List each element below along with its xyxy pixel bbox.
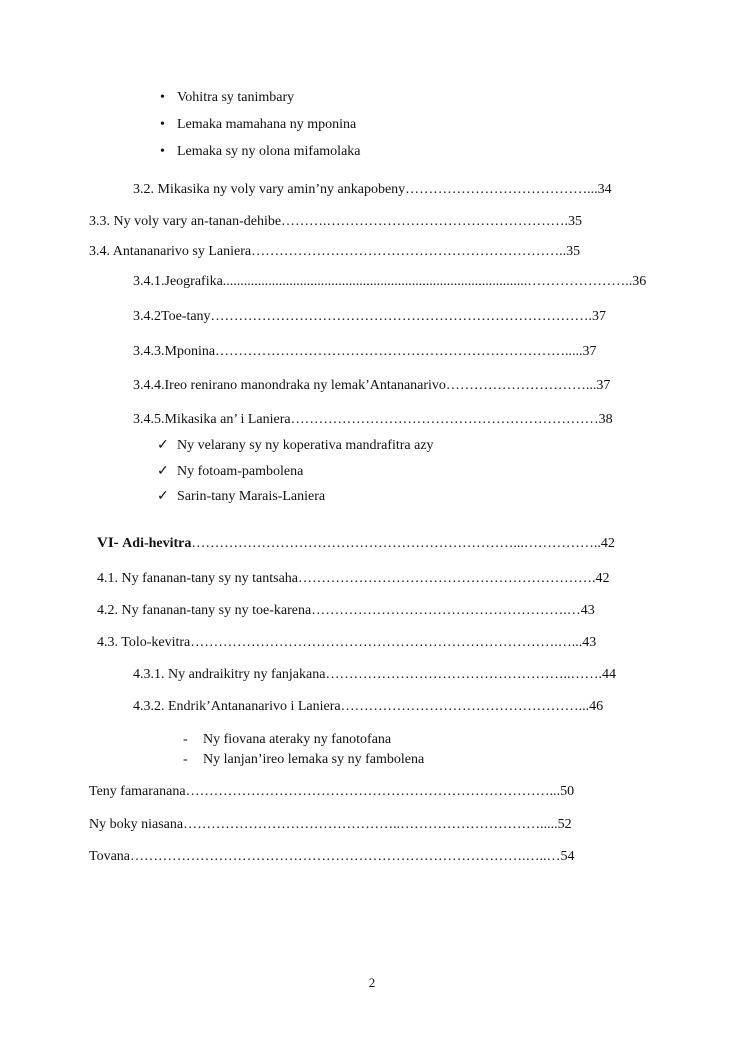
bullet-item: Lemaka sy ny olona mifamolaka (177, 144, 361, 159)
toc-entry-3-4-1[interactable]: 3.4.1.Jeografika.......................................................................................…………………..36 (133, 274, 647, 289)
bullet-dot: • (160, 117, 165, 132)
toc-entry-3-2[interactable]: 3.2. Mikasika ny voly vary amin’ny ankapobeny…………………………………...34 (133, 182, 612, 197)
toc-entry-3-4-4[interactable]: 3.4.4.Ireo renirano manondraka ny lemak’Antananarivo…………………………...37 (133, 378, 611, 393)
toc-entry-conclusion[interactable]: Teny famaranana……………………………………………………………………...50 (89, 784, 575, 799)
toc-entry-4-3-1[interactable]: 4.3.1. Ny andraikitry ny fanjakana……………………………………………..…….44 (133, 667, 616, 682)
check-item: Ny fotoam-pambolena (177, 464, 304, 479)
section-number: VI- (97, 535, 119, 551)
toc-entry-bibliography[interactable]: Ny boky niasana………………………………………..………………………….....52 (89, 817, 572, 832)
toc-leader: ……………………………………………………………...……………..42 (191, 536, 615, 551)
dash-item: Ny lanjan’ireo lemaka sy ny fambolena (203, 752, 425, 767)
bullet-dot: • (160, 144, 165, 159)
check-item: Sarin-tany Marais-Laniera (177, 489, 326, 504)
checkmark-icon: ✓ (157, 489, 169, 504)
toc-entry-4-2[interactable]: 4.2. Ny fananan-tany sy ny toe-karena……………………………………………….…43 (97, 603, 595, 618)
check-item: Ny velarany sy ny koperativa mandrafitra azy (177, 438, 434, 453)
toc-entry-appendix[interactable]: Tovana………………………………………………………………………….…..…54 (89, 849, 575, 864)
bullet-item: Vohitra sy tanimbary (177, 90, 295, 105)
dash-marker: - (183, 732, 188, 747)
section-title: Adi-hevitra (122, 536, 192, 551)
page-number: 2 (368, 975, 376, 990)
dash-item: Ny fiovana ateraky ny fanotofana (203, 732, 392, 747)
toc-entry-4-3[interactable]: 4.3. Tolo-kevitra…………………………………………………………………….…...43 (97, 635, 597, 650)
toc-entry-3-4[interactable]: 3.4. Antananarivo sy Laniera…………………………………………………………..35 (89, 244, 581, 259)
bullet-dot: • (160, 90, 165, 105)
dash-marker: - (183, 752, 188, 767)
toc-entry-3-4-5[interactable]: 3.4.5.Mikasika an’ i Laniera…………………………………………………………38 (133, 412, 613, 427)
checkmark-icon: ✓ (157, 464, 169, 479)
checkmark-icon: ✓ (157, 438, 169, 453)
toc-entry-section-6[interactable] (97, 534, 652, 553)
toc-entry-3-4-2[interactable]: 3.4.2Toe-tany……………………………………………………………………….37 (133, 309, 607, 324)
toc-entry-4-3-2[interactable]: 4.3.2. Endrik’Antananarivo i Laniera……………………………………………...46 (133, 699, 604, 714)
toc-entry-3-3[interactable]: 3.3. Ny voly vary an-tanan-dehibe……….…………………………………………….35 (89, 214, 583, 229)
toc-entry-4-1[interactable]: 4.1. Ny fananan-tany sy ny tantsaha……………………………………………………….42 (97, 571, 610, 586)
bullet-item: Lemaka mamahana ny mponina (177, 117, 357, 132)
toc-entry-3-4-3[interactable]: 3.4.3.Mponina………………………………………………………………….....37 (133, 344, 597, 359)
